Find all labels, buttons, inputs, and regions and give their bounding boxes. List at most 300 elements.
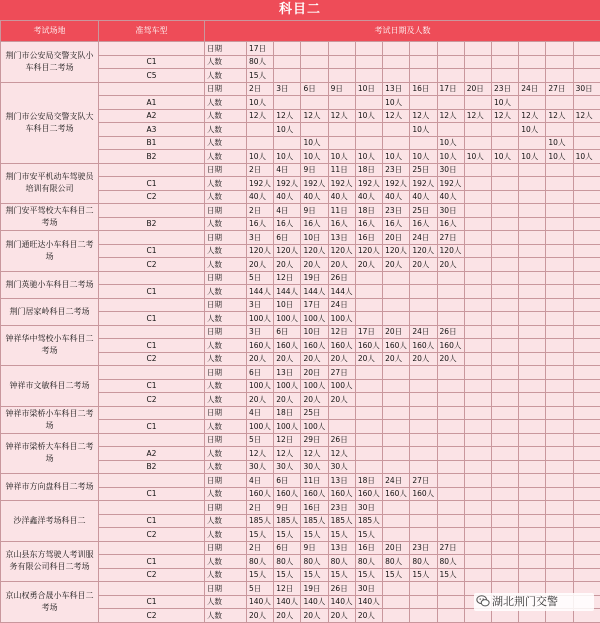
schedule-cell: 15人 bbox=[383, 568, 410, 582]
schedule-cell bbox=[573, 514, 600, 528]
schedule-cell: 10日 bbox=[355, 82, 382, 96]
schedule-cell: 100人 bbox=[247, 379, 274, 393]
vehicle-type: C5 bbox=[99, 69, 205, 83]
schedule-cell: 10人 bbox=[491, 96, 518, 110]
schedule-cell: 6日 bbox=[274, 541, 301, 555]
schedule-cell: 16日 bbox=[301, 501, 328, 515]
row-label: 日期 bbox=[205, 231, 247, 245]
schedule-cell bbox=[383, 379, 410, 393]
table-row bbox=[1, 231, 600, 245]
schedule-cell: 192人 bbox=[301, 177, 328, 191]
schedule-cell: 10人 bbox=[410, 123, 437, 137]
row-label: 人数 bbox=[205, 69, 247, 83]
schedule-cell: 17日 bbox=[355, 325, 382, 339]
vehicle-type bbox=[99, 42, 205, 56]
schedule-cell bbox=[491, 177, 518, 191]
schedule-cell: 160人 bbox=[355, 487, 382, 501]
schedule-cell bbox=[519, 285, 546, 299]
row-label: 日期 bbox=[205, 474, 247, 488]
schedule-cell: 20人 bbox=[247, 258, 274, 272]
schedule-cell bbox=[491, 258, 518, 272]
schedule-cell: 120人 bbox=[437, 244, 464, 258]
schedule-cell: 120人 bbox=[247, 244, 274, 258]
schedule-cell: 12人 bbox=[519, 109, 546, 123]
schedule-cell bbox=[355, 420, 382, 434]
schedule-cell bbox=[573, 366, 600, 380]
schedule-cell: 20人 bbox=[355, 352, 382, 366]
schedule-cell: 100人 bbox=[301, 312, 328, 326]
vehicle-type bbox=[99, 298, 205, 312]
schedule-cell: 30人 bbox=[274, 460, 301, 474]
schedule-cell: 4日 bbox=[247, 406, 274, 420]
table-row bbox=[1, 82, 600, 96]
schedule-cell bbox=[328, 69, 355, 83]
schedule-cell bbox=[355, 312, 382, 326]
schedule-cell bbox=[519, 460, 546, 474]
vehicle-type: C2 bbox=[99, 609, 205, 623]
schedule-cell bbox=[519, 406, 546, 420]
schedule-cell bbox=[328, 42, 355, 56]
vehicle-type: B2 bbox=[99, 460, 205, 474]
schedule-cell: 144人 bbox=[274, 285, 301, 299]
schedule-cell bbox=[355, 406, 382, 420]
schedule-cell bbox=[328, 96, 355, 110]
schedule-cell: 9日 bbox=[274, 501, 301, 515]
schedule-cell: 10人 bbox=[464, 150, 491, 164]
schedule-cell: 12人 bbox=[301, 109, 328, 123]
schedule-cell: 2日 bbox=[247, 541, 274, 555]
table-row bbox=[1, 204, 600, 218]
vehicle-type bbox=[99, 366, 205, 380]
schedule-cell: 100人 bbox=[247, 312, 274, 326]
schedule-cell: 192人 bbox=[410, 177, 437, 191]
schedule-cell bbox=[464, 406, 491, 420]
row-label: 日期 bbox=[205, 433, 247, 447]
schedule-cell bbox=[573, 55, 600, 69]
schedule-cell bbox=[546, 123, 573, 137]
schedule-cell: 12人 bbox=[573, 109, 600, 123]
schedule-cell: 120人 bbox=[355, 244, 382, 258]
schedule-cell bbox=[301, 69, 328, 83]
schedule-cell bbox=[519, 204, 546, 218]
schedule-cell: 23日 bbox=[328, 501, 355, 515]
schedule-cell bbox=[519, 271, 546, 285]
schedule-cell bbox=[383, 501, 410, 515]
schedule-cell bbox=[355, 366, 382, 380]
schedule-cell bbox=[546, 406, 573, 420]
row-label: 人数 bbox=[205, 55, 247, 69]
schedule-cell bbox=[464, 123, 491, 137]
vehicle-type bbox=[99, 582, 205, 596]
schedule-cell: 20人 bbox=[301, 609, 328, 623]
table-row bbox=[1, 501, 600, 515]
schedule-cell bbox=[274, 96, 301, 110]
row-label: 日期 bbox=[205, 541, 247, 555]
schedule-cell: 10人 bbox=[247, 150, 274, 164]
schedule-cell: 30日 bbox=[355, 501, 382, 515]
schedule-cell: 6日 bbox=[274, 231, 301, 245]
schedule-cell bbox=[437, 609, 464, 623]
schedule-cell: 100人 bbox=[274, 312, 301, 326]
schedule-cell bbox=[573, 204, 600, 218]
schedule-cell bbox=[464, 190, 491, 204]
schedule-cell bbox=[573, 528, 600, 542]
site-name: 京山权勇合晟小车科目二考场 bbox=[1, 582, 99, 623]
schedule-cell: 19日 bbox=[301, 271, 328, 285]
table-row bbox=[1, 406, 600, 420]
schedule-cell bbox=[464, 69, 491, 83]
schedule-cell bbox=[355, 285, 382, 299]
schedule-cell bbox=[491, 271, 518, 285]
schedule-cell bbox=[464, 393, 491, 407]
vehicle-type bbox=[99, 501, 205, 515]
row-label: 日期 bbox=[205, 204, 247, 218]
schedule-cell: 16人 bbox=[410, 217, 437, 231]
schedule-cell: 12人 bbox=[328, 447, 355, 461]
schedule-cell bbox=[519, 231, 546, 245]
schedule-cell bbox=[546, 69, 573, 83]
schedule-cell bbox=[355, 460, 382, 474]
schedule-cell: 20人 bbox=[301, 352, 328, 366]
schedule-cell bbox=[464, 136, 491, 150]
schedule-cell: 12人 bbox=[274, 109, 301, 123]
schedule-cell bbox=[491, 541, 518, 555]
exam-schedule-table bbox=[0, 20, 600, 623]
watermark bbox=[474, 593, 594, 611]
schedule-cell: 5日 bbox=[247, 433, 274, 447]
schedule-cell: 40人 bbox=[274, 190, 301, 204]
row-label: 人数 bbox=[205, 177, 247, 191]
schedule-cell: 40人 bbox=[355, 190, 382, 204]
schedule-cell: 12日 bbox=[274, 582, 301, 596]
schedule-cell bbox=[410, 366, 437, 380]
schedule-cell: 120人 bbox=[301, 244, 328, 258]
schedule-cell bbox=[491, 285, 518, 299]
schedule-cell bbox=[383, 595, 410, 609]
schedule-cell: 12人 bbox=[247, 109, 274, 123]
schedule-cell: 13日 bbox=[328, 231, 355, 245]
vehicle-type: C1 bbox=[99, 379, 205, 393]
schedule-cell: 26日 bbox=[328, 433, 355, 447]
schedule-cell bbox=[519, 568, 546, 582]
vehicle-type bbox=[99, 204, 205, 218]
table-header-row bbox=[1, 21, 600, 42]
schedule-cell: 160人 bbox=[328, 339, 355, 353]
schedule-cell: 80人 bbox=[247, 55, 274, 69]
schedule-cell bbox=[383, 136, 410, 150]
schedule-cell bbox=[491, 204, 518, 218]
row-label: 人数 bbox=[205, 285, 247, 299]
schedule-cell: 13日 bbox=[274, 366, 301, 380]
schedule-cell bbox=[519, 325, 546, 339]
schedule-cell bbox=[410, 298, 437, 312]
schedule-cell bbox=[519, 96, 546, 110]
schedule-cell: 15人 bbox=[301, 568, 328, 582]
schedule-cell: 20人 bbox=[328, 352, 355, 366]
schedule-cell: 24日 bbox=[383, 474, 410, 488]
schedule-cell bbox=[464, 555, 491, 569]
schedule-cell: 20人 bbox=[328, 609, 355, 623]
row-label: 人数 bbox=[205, 258, 247, 272]
schedule-cell bbox=[573, 190, 600, 204]
schedule-cell bbox=[383, 393, 410, 407]
schedule-cell: 16人 bbox=[247, 217, 274, 231]
schedule-cell: 4日 bbox=[274, 204, 301, 218]
schedule-cell bbox=[491, 487, 518, 501]
schedule-cell bbox=[546, 366, 573, 380]
schedule-cell: 30日 bbox=[573, 82, 600, 96]
page-title: 科目二 bbox=[0, 0, 600, 20]
schedule-cell bbox=[464, 312, 491, 326]
schedule-cell: 120人 bbox=[410, 244, 437, 258]
table-row bbox=[1, 474, 600, 488]
schedule-cell bbox=[491, 325, 518, 339]
schedule-cell: 24日 bbox=[410, 325, 437, 339]
schedule-cell bbox=[519, 393, 546, 407]
schedule-cell bbox=[573, 501, 600, 515]
schedule-cell bbox=[464, 528, 491, 542]
schedule-cell: 140人 bbox=[355, 595, 382, 609]
schedule-cell bbox=[410, 271, 437, 285]
schedule-cell: 192人 bbox=[247, 177, 274, 191]
schedule-cell bbox=[573, 447, 600, 461]
schedule-cell: 30人 bbox=[328, 460, 355, 474]
row-label: 人数 bbox=[205, 339, 247, 353]
schedule-cell bbox=[464, 258, 491, 272]
schedule-cell: 4日 bbox=[274, 163, 301, 177]
schedule-cell bbox=[437, 271, 464, 285]
schedule-cell: 20人 bbox=[247, 352, 274, 366]
schedule-cell bbox=[573, 487, 600, 501]
row-label: 日期 bbox=[205, 325, 247, 339]
schedule-cell bbox=[355, 379, 382, 393]
schedule-cell bbox=[301, 42, 328, 56]
schedule-cell: 15人 bbox=[247, 568, 274, 582]
schedule-cell bbox=[573, 231, 600, 245]
schedule-cell bbox=[519, 487, 546, 501]
schedule-cell: 10人 bbox=[437, 150, 464, 164]
schedule-cell bbox=[301, 96, 328, 110]
schedule-cell bbox=[274, 69, 301, 83]
schedule-cell: 16人 bbox=[355, 217, 382, 231]
wechat-icon bbox=[476, 594, 490, 608]
schedule-cell: 20日 bbox=[301, 366, 328, 380]
schedule-cell: 10人 bbox=[546, 136, 573, 150]
schedule-cell: 120人 bbox=[383, 244, 410, 258]
schedule-cell bbox=[519, 541, 546, 555]
schedule-cell: 140人 bbox=[328, 595, 355, 609]
schedule-cell bbox=[274, 42, 301, 56]
schedule-cell: 25日 bbox=[301, 406, 328, 420]
schedule-cell bbox=[437, 474, 464, 488]
schedule-cell bbox=[437, 406, 464, 420]
schedule-cell: 100人 bbox=[274, 379, 301, 393]
schedule-cell bbox=[491, 366, 518, 380]
schedule-cell bbox=[437, 487, 464, 501]
schedule-cell bbox=[464, 298, 491, 312]
vehicle-type: C1 bbox=[99, 487, 205, 501]
schedule-cell bbox=[491, 244, 518, 258]
schedule-cell: 10人 bbox=[328, 150, 355, 164]
schedule-cell bbox=[464, 514, 491, 528]
site-name: 荆门市公安局交警支队小车科目二考场 bbox=[1, 42, 99, 83]
row-label: 人数 bbox=[205, 420, 247, 434]
schedule-cell: 40人 bbox=[301, 190, 328, 204]
schedule-cell bbox=[355, 55, 382, 69]
schedule-cell bbox=[410, 514, 437, 528]
vehicle-type: B1 bbox=[99, 136, 205, 150]
schedule-cell bbox=[437, 42, 464, 56]
schedule-cell: 20日 bbox=[383, 325, 410, 339]
schedule-cell: 12人 bbox=[437, 109, 464, 123]
schedule-cell bbox=[410, 433, 437, 447]
schedule-cell: 10人 bbox=[410, 150, 437, 164]
schedule-cell: 11日 bbox=[328, 163, 355, 177]
schedule-cell bbox=[491, 420, 518, 434]
schedule-cell: 20人 bbox=[383, 258, 410, 272]
schedule-cell bbox=[546, 244, 573, 258]
schedule-cell: 10人 bbox=[301, 136, 328, 150]
schedule-cell bbox=[383, 312, 410, 326]
vehicle-type: C1 bbox=[99, 55, 205, 69]
schedule-cell: 160人 bbox=[274, 339, 301, 353]
schedule-cell bbox=[464, 204, 491, 218]
schedule-cell bbox=[573, 123, 600, 137]
schedule-cell: 120人 bbox=[274, 244, 301, 258]
table-row bbox=[1, 298, 600, 312]
site-name: 钟祥市文敏科目二考场 bbox=[1, 366, 99, 407]
vehicle-type bbox=[99, 325, 205, 339]
schedule-cell: 20日 bbox=[383, 231, 410, 245]
schedule-cell: 140人 bbox=[274, 595, 301, 609]
vehicle-type: C2 bbox=[99, 528, 205, 542]
schedule-cell: 6日 bbox=[247, 366, 274, 380]
schedule-cell: 12人 bbox=[491, 109, 518, 123]
schedule-cell bbox=[546, 568, 573, 582]
schedule-cell bbox=[437, 595, 464, 609]
vehicle-type: C2 bbox=[99, 352, 205, 366]
site-name: 京山县东方驾驶人考训服务有限公司科目二考场 bbox=[1, 541, 99, 582]
schedule-cell: 12人 bbox=[464, 109, 491, 123]
schedule-cell bbox=[301, 123, 328, 137]
schedule-cell bbox=[437, 501, 464, 515]
row-label: 人数 bbox=[205, 487, 247, 501]
schedule-cell: 10人 bbox=[247, 96, 274, 110]
schedule-cell: 15人 bbox=[328, 568, 355, 582]
vehicle-type bbox=[99, 541, 205, 555]
vehicle-type bbox=[99, 82, 205, 96]
schedule-cell bbox=[491, 379, 518, 393]
table-row bbox=[1, 433, 600, 447]
schedule-cell bbox=[519, 163, 546, 177]
vehicle-type: C2 bbox=[99, 568, 205, 582]
schedule-cell bbox=[546, 379, 573, 393]
schedule-cell bbox=[573, 420, 600, 434]
schedule-cell: 100人 bbox=[301, 379, 328, 393]
schedule-cell: 30日 bbox=[437, 163, 464, 177]
schedule-cell bbox=[491, 609, 518, 623]
schedule-cell: 20人 bbox=[274, 258, 301, 272]
schedule-cell: 9日 bbox=[301, 163, 328, 177]
schedule-cell bbox=[383, 514, 410, 528]
schedule-cell bbox=[519, 69, 546, 83]
schedule-cell: 40人 bbox=[437, 190, 464, 204]
row-label: 人数 bbox=[205, 217, 247, 231]
schedule-cell: 160人 bbox=[301, 339, 328, 353]
schedule-cell: 15人 bbox=[410, 568, 437, 582]
schedule-cell bbox=[519, 528, 546, 542]
schedule-cell: 30日 bbox=[355, 582, 382, 596]
schedule-cell: 9日 bbox=[301, 204, 328, 218]
row-label: 日期 bbox=[205, 298, 247, 312]
row-label: 日期 bbox=[205, 366, 247, 380]
header-site: 考试场地 bbox=[1, 21, 99, 42]
schedule-cell bbox=[491, 163, 518, 177]
schedule-cell bbox=[383, 366, 410, 380]
schedule-cell: 16日 bbox=[355, 231, 382, 245]
schedule-cell bbox=[464, 447, 491, 461]
schedule-cell: 3日 bbox=[247, 298, 274, 312]
schedule-cell bbox=[355, 433, 382, 447]
schedule-cell: 10人 bbox=[519, 123, 546, 137]
schedule-cell: 26日 bbox=[328, 582, 355, 596]
schedule-cell bbox=[464, 217, 491, 231]
schedule-cell: 40人 bbox=[383, 190, 410, 204]
schedule-cell: 15人 bbox=[437, 568, 464, 582]
schedule-cell: 5日 bbox=[247, 271, 274, 285]
schedule-cell bbox=[546, 339, 573, 353]
header-dates: 考试日期及人数 bbox=[205, 21, 600, 42]
schedule-cell bbox=[519, 136, 546, 150]
schedule-cell bbox=[519, 474, 546, 488]
schedule-cell: 6日 bbox=[274, 325, 301, 339]
schedule-cell: 185人 bbox=[355, 514, 382, 528]
schedule-cell bbox=[383, 528, 410, 542]
schedule-cell bbox=[573, 379, 600, 393]
schedule-cell: 16人 bbox=[301, 217, 328, 231]
row-label: 人数 bbox=[205, 379, 247, 393]
schedule-cell bbox=[573, 69, 600, 83]
row-label: 人数 bbox=[205, 312, 247, 326]
schedule-cell bbox=[546, 501, 573, 515]
schedule-cell bbox=[519, 312, 546, 326]
schedule-cell: 20人 bbox=[328, 393, 355, 407]
schedule-cell bbox=[546, 298, 573, 312]
schedule-cell: 25日 bbox=[410, 204, 437, 218]
schedule-cell: 40人 bbox=[328, 190, 355, 204]
schedule-cell: 12人 bbox=[247, 447, 274, 461]
schedule-cell bbox=[464, 379, 491, 393]
schedule-cell bbox=[546, 231, 573, 245]
schedule-cell: 6日 bbox=[301, 82, 328, 96]
schedule-cell bbox=[464, 96, 491, 110]
schedule-cell bbox=[355, 298, 382, 312]
schedule-cell bbox=[410, 406, 437, 420]
schedule-cell: 18日 bbox=[355, 204, 382, 218]
schedule-cell bbox=[274, 55, 301, 69]
schedule-cell: 20日 bbox=[383, 541, 410, 555]
schedule-cell bbox=[546, 433, 573, 447]
schedule-cell bbox=[464, 366, 491, 380]
schedule-cell: 100人 bbox=[328, 312, 355, 326]
schedule-cell bbox=[573, 339, 600, 353]
schedule-cell: 16日 bbox=[355, 541, 382, 555]
vehicle-type: B2 bbox=[99, 150, 205, 164]
schedule-cell: 16人 bbox=[274, 217, 301, 231]
schedule-cell: 10人 bbox=[383, 150, 410, 164]
schedule-cell bbox=[355, 42, 382, 56]
schedule-cell: 27日 bbox=[546, 82, 573, 96]
